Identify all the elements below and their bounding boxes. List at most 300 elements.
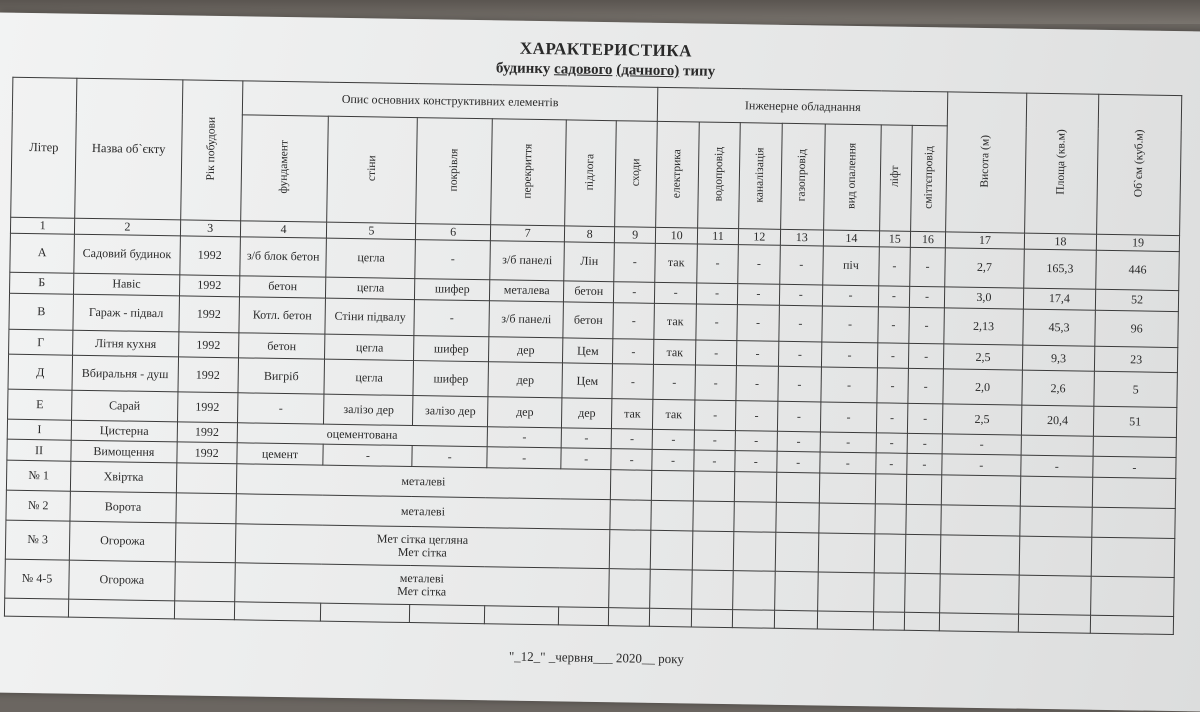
cell-walls: - (323, 445, 412, 467)
cell-garbage: - (907, 403, 943, 433)
column-number: 11 (697, 228, 739, 245)
fence-desc-line2: Мет сітка (397, 544, 447, 560)
cell-water: - (694, 430, 736, 451)
cell-height: 2,0 (943, 369, 1022, 405)
cell-foundation: Вигріб (238, 358, 325, 394)
header-heating (824, 124, 881, 230)
column-number: 15 (879, 231, 910, 248)
cell-lift: - (878, 306, 910, 343)
cell-heating: - (820, 432, 876, 454)
cell-liter: Г (9, 329, 74, 355)
empty-cell (874, 533, 906, 572)
empty-cell (735, 472, 777, 502)
document-page (0, 13, 1200, 712)
header-sewage (739, 123, 782, 229)
cell-area: 45,3 (1023, 309, 1096, 347)
empty-cell (774, 571, 818, 611)
empty-cell (873, 572, 905, 611)
cell-gas: - (777, 431, 821, 452)
cell-electricity: - (652, 450, 694, 471)
empty-cell (69, 599, 175, 619)
cell-year: 1992 (177, 422, 237, 444)
cell-electricity: - (653, 429, 695, 450)
header-floor-label: підлога (583, 153, 597, 191)
cell-volume: 23 (1095, 347, 1178, 374)
empty-cell (650, 569, 692, 609)
header-stairs (615, 121, 658, 227)
column-number: 4 (240, 221, 327, 238)
header-stairs-label: сходи (629, 158, 642, 187)
subtitle-underlined-2: (дачного) (616, 62, 680, 80)
cell-year (174, 561, 235, 601)
cell-area: 17,4 (1023, 288, 1096, 310)
cell-name: Сарай (72, 390, 178, 422)
cell-volume: 52 (1096, 289, 1179, 311)
document-date: "_12_" _червня___ 2020__ року (508, 648, 684, 667)
empty-cell (733, 531, 775, 571)
cell-garbage: - (909, 307, 945, 344)
cell-height: 2,5 (944, 344, 1023, 370)
cell-volume: 5 (1094, 372, 1177, 408)
empty-cell (776, 472, 820, 502)
empty-cell (321, 603, 410, 623)
column-number: 18 (1024, 233, 1097, 250)
column-number: 16 (910, 231, 945, 248)
cell-name: Вимощення (71, 441, 177, 463)
cell-garbage: - (909, 286, 945, 307)
column-number: 1 (10, 217, 74, 234)
cell-electricity: так (653, 399, 695, 430)
cell-walls: цегла (324, 360, 413, 396)
cell-liter: № 1 (6, 460, 71, 491)
empty-cell (693, 501, 735, 531)
empty-cell (940, 573, 1019, 613)
empty-cell (819, 503, 875, 534)
cell-liter: Е (8, 389, 73, 420)
cell-year (176, 463, 236, 494)
header-sewage-label: каналізація (753, 146, 767, 203)
cell-stairs: - (613, 302, 655, 339)
cell-walls: цегла (326, 238, 416, 278)
cell-gas: - (777, 401, 821, 432)
cell-area: 9,3 (1022, 345, 1095, 371)
cell-heating: - (821, 342, 877, 368)
header-garbage-label: сміттєпровід (921, 145, 935, 209)
cell-foundation: з/б блок бетон (239, 237, 326, 277)
cell-year (175, 522, 236, 562)
empty-cell (1019, 536, 1092, 576)
cell-liter: А (10, 233, 75, 273)
cell-foundation: Котл. бетон (239, 296, 326, 334)
cell-lift: - (876, 433, 907, 454)
cell-year: 1992 (179, 275, 239, 297)
cell-stairs: - (613, 282, 655, 303)
cell-year (176, 493, 236, 524)
empty-cell (733, 570, 775, 610)
empty-cell (1091, 537, 1174, 577)
cell-electricity: так (654, 303, 696, 340)
cell-year: 1992 (176, 442, 236, 464)
column-number: 10 (656, 227, 698, 244)
fence-desc-line1: металеві (400, 503, 446, 519)
header-electricity (656, 122, 699, 228)
empty-cell (939, 612, 1018, 632)
cell-foundation: бетон (239, 276, 326, 298)
cell-floor: - (562, 428, 612, 449)
cell-lift: - (877, 368, 909, 403)
cell-sewage: - (735, 430, 777, 451)
cell-roofing: залізо дер (413, 395, 488, 426)
header-heating-label: вид опалення (845, 143, 859, 210)
cell-water: - (697, 244, 739, 284)
cell-height: 3,0 (945, 287, 1024, 309)
empty-cell (904, 573, 940, 613)
cell-stairs: - (612, 364, 654, 399)
empty-cell (691, 570, 733, 610)
empty-cell (1018, 614, 1091, 634)
cell-area: 165,3 (1023, 249, 1096, 289)
header-water (697, 122, 740, 228)
empty-cell (609, 568, 651, 608)
column-number: 2 (75, 218, 181, 236)
empty-cell (1018, 575, 1091, 615)
cell-water: - (694, 400, 736, 431)
cell-stairs: - (611, 449, 653, 470)
empty-cell (609, 529, 651, 569)
column-number: 17 (945, 232, 1024, 249)
column-number: 3 (180, 220, 240, 237)
cell-water: - (695, 340, 737, 366)
empty-cell (692, 531, 734, 571)
cell-liter: Б (10, 272, 74, 294)
header-area (1024, 93, 1099, 234)
empty-cell (817, 611, 873, 630)
column-number: 5 (327, 222, 416, 239)
cell-area: 2,6 (1022, 371, 1095, 407)
cell-heating: - (820, 452, 876, 474)
header-gas-label: газопровід (795, 149, 809, 202)
cell-gas: - (776, 452, 820, 473)
cell-ceilings: з/б панелі (490, 241, 565, 281)
cell-gas: - (777, 367, 821, 402)
empty-cell (1090, 615, 1173, 635)
cell-roofing: - (415, 240, 490, 280)
cell-ceilings: з/б панелі (489, 300, 564, 338)
header-ceilings-label: перекриття (521, 143, 535, 199)
fence-desc-line1: Мет сітка цегляна (376, 531, 469, 547)
cell-water: - (696, 304, 738, 341)
cell-year: 1992 (177, 392, 237, 423)
cell-ceilings: металева (489, 280, 564, 302)
cell-fence-description (234, 562, 609, 607)
empty-cell (693, 471, 735, 501)
cell-sewage: - (738, 245, 780, 285)
header-electricity-label: електрика (670, 148, 684, 198)
cell-floor: Цем (562, 363, 612, 398)
subtitle-text: будинку (495, 60, 555, 78)
cell-lift: - (876, 403, 907, 433)
empty-cell (610, 499, 652, 529)
cell-roofing: шифер (413, 361, 488, 397)
cell-floor: Цем (563, 338, 613, 364)
subtitle-suffix: типу (679, 63, 716, 80)
empty-cell (1020, 506, 1093, 537)
cell-name: Огорожа (69, 560, 175, 601)
cell-garbage: - (907, 454, 943, 475)
cell-name: Цистерна (71, 420, 177, 442)
cell-lift: - (878, 286, 909, 307)
empty-cell (774, 610, 818, 629)
header-walls-label: стіни (365, 155, 379, 182)
empty-cell (651, 530, 693, 570)
empty-cell (610, 470, 652, 500)
empty-cell (608, 607, 650, 626)
cell-sewage: - (737, 304, 779, 341)
header-roofing-label: покрівля (447, 148, 461, 192)
cell-roofing: шифер (415, 279, 490, 301)
column-number: 9 (614, 227, 656, 244)
cell-gas: - (778, 342, 822, 368)
cell-heating: - (820, 402, 876, 433)
header-liter: Літер (11, 77, 77, 218)
cell-volume: 446 (1096, 250, 1179, 290)
cell-gas: - (779, 245, 823, 285)
empty-cell (775, 532, 819, 572)
empty-cell (484, 605, 559, 625)
cell-garbage: - (908, 344, 944, 370)
empty-cell (1092, 507, 1175, 538)
table-body (8, 233, 1180, 437)
cell-ceilings: дер (487, 397, 562, 428)
empty-cell (818, 572, 874, 612)
empty-cell (819, 473, 875, 504)
cell-height: 2,7 (945, 248, 1024, 288)
column-number: 6 (416, 223, 491, 240)
cell-heating: - (822, 306, 878, 344)
cell-height: - (942, 434, 1021, 456)
cell-year: 1992 (179, 295, 240, 333)
column-number: 7 (490, 225, 565, 242)
header-lift-label: ліфт (889, 165, 902, 188)
cell-floor: - (561, 448, 611, 469)
cell-volume: 96 (1095, 310, 1178, 348)
cell-roofing: - (412, 446, 487, 468)
cell-garbage: - (907, 433, 943, 454)
cell-garbage: - (908, 369, 944, 404)
cell-garbage: - (910, 247, 946, 287)
empty-cell (559, 606, 609, 625)
empty-cell (4, 598, 68, 617)
cell-name: Вбиральня - душ (72, 356, 178, 392)
cell-water: - (696, 283, 738, 304)
subtitle-underlined-1: садового (553, 61, 613, 79)
cell-year: 1992 (179, 236, 240, 276)
empty-cell (940, 535, 1019, 575)
cell-ceilings: - (487, 447, 562, 469)
cell-roofing: - (414, 299, 489, 337)
header-lift (879, 125, 912, 231)
column-number: 19 (1096, 234, 1179, 251)
empty-cell (650, 608, 692, 627)
cell-volume: - (1093, 457, 1176, 479)
empty-cell (873, 611, 904, 630)
cell-fence-description (235, 523, 610, 568)
empty-cell (691, 609, 733, 628)
cell-gas: - (778, 305, 822, 342)
header-structural-group: Опис основних конструктивних елементів (242, 81, 658, 122)
cell-stairs: - (612, 339, 654, 365)
cell-floor: бетон (564, 281, 614, 302)
empty-cell (906, 504, 942, 534)
cell-area (1021, 435, 1094, 457)
cell-water: - (694, 450, 736, 471)
cell-foundation: цемент (236, 443, 323, 465)
column-number: 13 (780, 229, 824, 246)
cell-name: Огорожа (69, 521, 175, 562)
cell-merged-desc: оцементована (237, 423, 488, 448)
cell-walls: цегла (326, 277, 415, 299)
cell-stairs: - (611, 428, 653, 449)
cell-floor: Лін (564, 242, 614, 282)
column-number: 14 (823, 230, 879, 247)
page-title: ХАРАКТЕРИСТИКА (519, 38, 693, 61)
fence-rows (5, 460, 1176, 616)
cell-liter: № 4-5 (5, 559, 70, 599)
header-water-label: водопровід (712, 146, 725, 202)
header-walls (327, 117, 418, 224)
cell-stairs: - (614, 243, 656, 283)
fence-desc-line1: металеві (399, 570, 445, 586)
empty-cell (875, 474, 906, 504)
header-ceilings (491, 119, 567, 226)
cell-water: - (695, 365, 737, 400)
cell-ceilings: дер (488, 362, 563, 398)
empty-cell (818, 533, 874, 573)
cell-foundation: бетон (238, 333, 325, 360)
cell-floor: бетон (563, 301, 613, 338)
header-gas (780, 124, 825, 230)
cell-stairs: так (611, 399, 653, 430)
fence-desc-line2: Мет сітка (397, 583, 447, 599)
cell-volume (1093, 436, 1176, 458)
cell-foundation: - (237, 393, 324, 424)
cell-liter: Д (8, 355, 73, 390)
cell-lift: - (877, 343, 908, 369)
header-area-label: Площа (кв.м) (1054, 129, 1068, 195)
cell-height: 2,5 (943, 404, 1022, 435)
cell-lift: - (876, 453, 907, 474)
header-foundation-label: фундамент (277, 140, 291, 195)
cell-heating: - (821, 367, 877, 402)
header-year (180, 80, 242, 221)
empty-cell (174, 600, 234, 619)
cell-year: 1992 (178, 357, 239, 392)
cell-volume: 51 (1094, 406, 1177, 437)
cell-heating: - (822, 285, 878, 307)
empty-cell (941, 475, 1020, 506)
cell-area: - (1020, 455, 1093, 477)
header-floor (565, 120, 616, 226)
empty-cell (904, 612, 940, 631)
empty-cell (1020, 476, 1093, 507)
header-volume (1097, 94, 1182, 235)
cell-gas: - (779, 284, 823, 305)
cell-name: Садовий будинок (74, 234, 180, 275)
empty-cell (905, 534, 941, 574)
empty-cell (941, 505, 1020, 536)
cell-liter: № 2 (6, 490, 71, 521)
empty-cell (733, 609, 775, 628)
header-garbage (910, 126, 947, 232)
cell-name: Навіс (74, 273, 180, 295)
header-engineering-group: Інженерне обладнання (658, 87, 948, 126)
characteristics-table (4, 77, 1182, 635)
header-roofing (416, 118, 492, 225)
cell-ceilings: - (487, 426, 562, 448)
cell-sewage: - (736, 366, 778, 401)
cell-sewage: - (737, 341, 779, 367)
cell-height: 2,13 (944, 307, 1023, 345)
cell-liter: II (7, 440, 71, 462)
column-number: 12 (739, 229, 781, 246)
cell-name: Гараж - підвал (73, 294, 179, 332)
cell-walls: Стіни підвалу (325, 298, 415, 336)
header-height (946, 92, 1027, 233)
cell-heating: піч (823, 246, 879, 286)
cell-liter: № 3 (5, 520, 70, 560)
fence-desc-line1: металеві (401, 473, 446, 489)
cell-liter: I (7, 419, 71, 441)
cell-electricity: так (654, 340, 696, 366)
cell-name: Хвіртка (71, 461, 177, 492)
header-name: Назва об`єкту (75, 78, 183, 220)
cell-ceilings: дер (488, 337, 563, 363)
empty-cell (652, 470, 694, 500)
header-height-label: Висота (м) (979, 134, 993, 188)
cell-name: Ворота (70, 491, 176, 522)
header-year-label: Рік побудови (204, 116, 218, 181)
header-foundation (240, 115, 329, 222)
cell-walls: цегла (325, 334, 414, 361)
empty-cell (410, 604, 485, 624)
cell-sewage: - (735, 451, 777, 472)
empty-cell (651, 500, 693, 530)
cell-liter: В (9, 293, 74, 331)
header-volume-label: Об`єм (куб.м) (1132, 129, 1146, 198)
cell-year: 1992 (178, 332, 238, 358)
column-number: 8 (565, 226, 615, 243)
cell-floor: дер (562, 398, 612, 429)
empty-cell (1091, 576, 1174, 616)
empty-cell (734, 501, 776, 531)
empty-cell (906, 474, 942, 504)
empty-cell (1092, 477, 1175, 508)
empty-cell (775, 502, 819, 532)
empty-cell (234, 601, 321, 621)
cell-walls: залізо дер (324, 394, 413, 425)
cell-electricity: - (653, 365, 695, 400)
empty-cell (875, 504, 906, 534)
cell-name: Літня кухня (73, 330, 179, 357)
cell-roofing: шифер (414, 336, 489, 362)
cell-electricity: - (655, 282, 697, 303)
cell-height: - (942, 454, 1021, 476)
cell-area: 20,4 (1021, 405, 1094, 436)
cell-sewage: - (736, 401, 778, 432)
cell-lift: - (879, 247, 911, 286)
cell-sewage: - (738, 284, 780, 305)
cell-electricity: так (655, 243, 697, 283)
